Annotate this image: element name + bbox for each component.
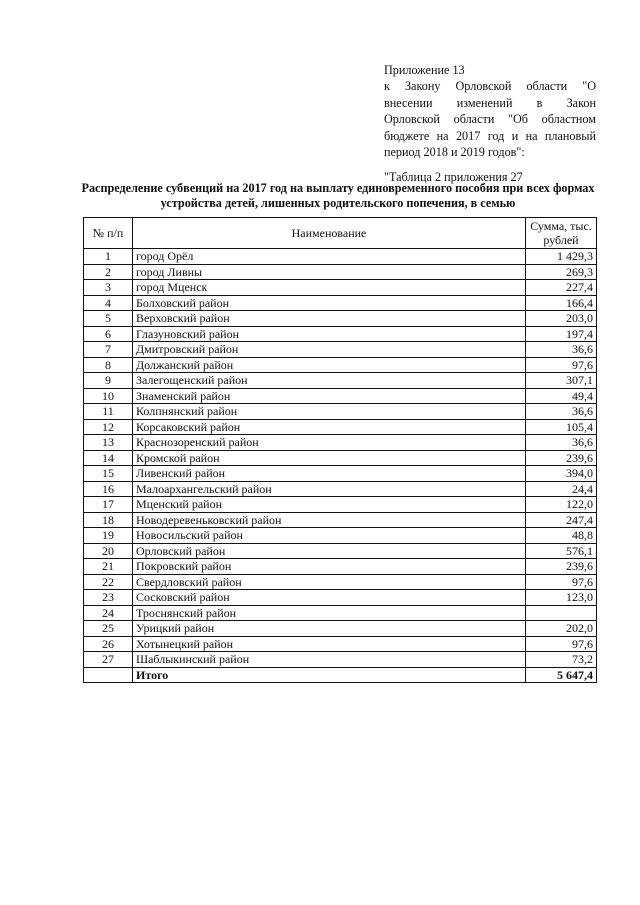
table-row [84,512,597,528]
table-row [84,450,597,466]
table-row [84,357,597,373]
row-number: 9 [84,373,133,389]
table-row [84,388,597,404]
row-name: Колпнянский район [133,404,526,420]
row-number: 19 [84,528,133,544]
row-number: 23 [84,590,133,606]
row-sum: 105,4 [526,419,597,435]
row-name: Глазуновский район [133,326,526,342]
table-row [84,280,597,296]
table-row [84,605,597,621]
row-name: Свердловский район [133,574,526,590]
table-row [84,342,597,358]
total-number [84,667,133,683]
header-sum: Сумма, тыс. рублей [526,218,597,249]
row-name: город Мценск [133,280,526,296]
row-number: 20 [84,543,133,559]
row-name: Кромской район [133,450,526,466]
row-sum: 97,6 [526,636,597,652]
table-row [84,481,597,497]
row-number: 4 [84,295,133,311]
row-sum: 203,0 [526,311,597,327]
table-row [84,466,597,482]
table-row [84,373,597,389]
appendix-line-3: Орловской области "Об областном [384,112,596,127]
subvention-table [83,217,597,683]
table-row [84,326,597,342]
table-row [84,404,597,420]
table-row [84,636,597,652]
row-number: 5 [84,311,133,327]
row-sum: 239,6 [526,450,597,466]
row-number: 2 [84,264,133,280]
row-number: 13 [84,435,133,451]
appendix-number: Приложение 13 [384,63,465,77]
table-row [84,574,597,590]
total-label: Итого [133,667,526,683]
row-sum: 24,4 [526,481,597,497]
appendix-line-4: бюджете на 2017 год и на плановый [384,128,596,143]
row-name: Верховский район [133,311,526,327]
table-row [84,621,597,637]
table-row [84,419,597,435]
row-sum: 247,4 [526,512,597,528]
row-name: Должанский район [133,357,526,373]
row-sum: 576,1 [526,543,597,559]
table-row [84,264,597,280]
row-name: Знаменский район [133,388,526,404]
row-name: Троснянский район [133,605,526,621]
appendix-line-1: к Закону Орловской области "О [384,79,596,94]
row-sum: 36,6 [526,404,597,420]
row-sum: 1 429,3 [526,249,597,265]
row-number: 1 [84,249,133,265]
row-number: 27 [84,652,133,668]
appendix-header [384,62,596,186]
row-number: 12 [84,419,133,435]
row-name: город Орёл [133,249,526,265]
row-name: Малоархангельский район [133,481,526,497]
row-sum: 307,1 [526,373,597,389]
row-name: Орловский район [133,543,526,559]
row-number: 3 [84,280,133,296]
row-number: 8 [84,357,133,373]
row-name: Залегощенский район [133,373,526,389]
document-title: Распределение субвенций на 2017 год на выплату единовременного пособия при всех формах устройства детей, лишенных родительского попечения, в семью [81,181,595,210]
row-number: 25 [84,621,133,637]
row-sum: 36,6 [526,342,597,358]
row-sum: 197,4 [526,326,597,342]
table-row [84,311,597,327]
row-sum: 48,8 [526,528,597,544]
row-name: Новодеревеньковский район [133,512,526,528]
row-sum [526,605,597,621]
row-sum: 97,6 [526,357,597,373]
row-name: Ливенский район [133,466,526,482]
row-number: 22 [84,574,133,590]
table-row [84,249,597,265]
row-number: 21 [84,559,133,575]
appendix-line-2: внесении изменений в Закон [384,95,596,110]
row-name: город Ливны [133,264,526,280]
row-sum: 49,4 [526,388,597,404]
total-row [84,667,597,683]
row-sum: 166,4 [526,295,597,311]
row-name: Болховский район [133,295,526,311]
total-sum: 5 647,4 [526,667,597,683]
header-name: Наименование [133,218,526,249]
table-row [84,543,597,559]
row-sum: 122,0 [526,497,597,513]
table-reference: "Таблица 2 приложения 27 [384,170,523,185]
row-number: 14 [84,450,133,466]
row-sum: 269,3 [526,264,597,280]
row-number: 18 [84,512,133,528]
table-row [84,559,597,575]
row-name: Хотынецкий район [133,636,526,652]
row-name: Дмитровский район [133,342,526,358]
row-name: Мценский район [133,497,526,513]
row-sum: 239,6 [526,559,597,575]
row-sum: 202,0 [526,621,597,637]
appendix-line-5: период 2018 и 2019 годов": [384,145,525,160]
row-name: Краснозоренский район [133,435,526,451]
row-name: Шаблыкинский район [133,652,526,668]
row-name: Урицкий район [133,621,526,637]
row-name: Сосковский район [133,590,526,606]
table-row [84,652,597,668]
table-row [84,295,597,311]
row-number: 6 [84,326,133,342]
row-sum: 227,4 [526,280,597,296]
row-number: 26 [84,636,133,652]
row-name: Корсаковский район [133,419,526,435]
row-sum: 394,0 [526,466,597,482]
table-row [84,590,597,606]
table-row [84,497,597,513]
header-num: № п/п [84,218,133,249]
row-name: Покровский район [133,559,526,575]
row-name: Новосильский район [133,528,526,544]
row-sum: 123,0 [526,590,597,606]
row-sum: 73,2 [526,652,597,668]
row-number: 15 [84,466,133,482]
table-row [84,528,597,544]
row-number: 16 [84,481,133,497]
row-number: 24 [84,605,133,621]
table-row [84,435,597,451]
row-number: 7 [84,342,133,358]
row-number: 10 [84,388,133,404]
table-header-row [84,218,597,249]
table-body [84,249,597,683]
row-number: 11 [84,404,133,420]
row-sum: 36,6 [526,435,597,451]
row-sum: 97,6 [526,574,597,590]
row-number: 17 [84,497,133,513]
